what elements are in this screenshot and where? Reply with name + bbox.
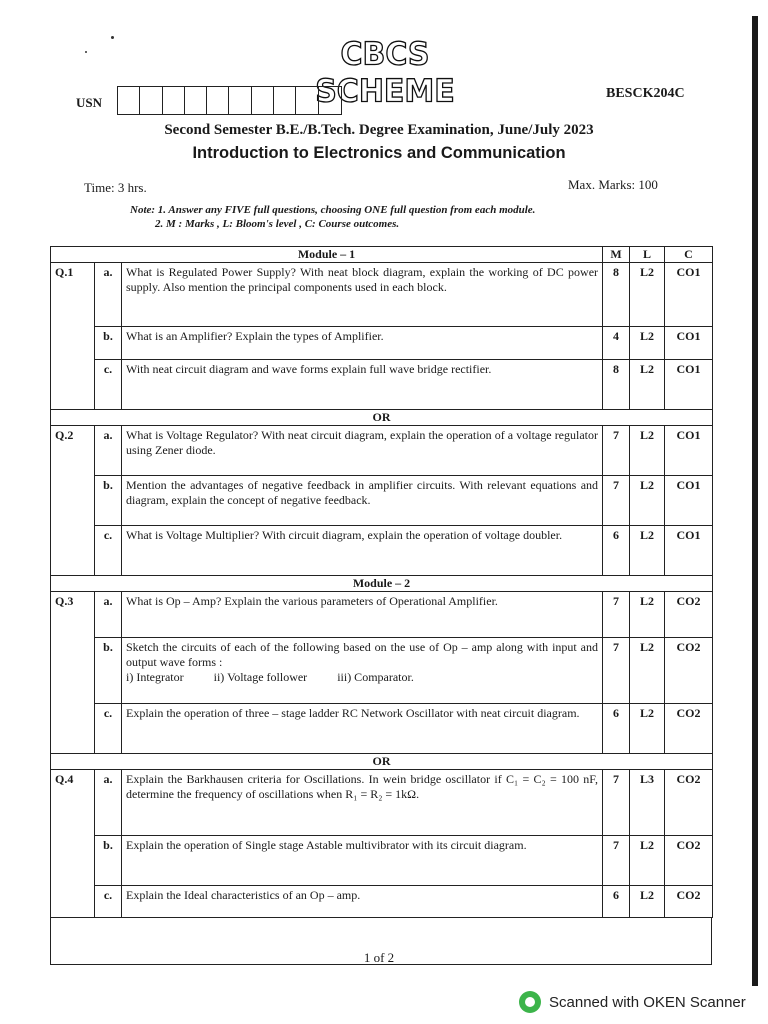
table-row [51,704,713,754]
module-1-header: Module – 1 [51,247,603,263]
table-row [51,592,713,638]
subject-title: Introduction to Electronics and Communication [192,144,566,162]
outcome-value: CO1 [665,526,713,576]
level-column-header: L [630,247,665,263]
question-text: What is Op – Amp? Explain the various parameters of Operational Amplifier. [122,592,603,638]
question-number: Q.2 [51,426,95,576]
outcome-value: CO2 [665,886,713,918]
note-line-1: Note: 1. Answer any FIVE full questions, choosing ONE full question from each module. [130,204,536,216]
level-value: L2 [630,360,665,410]
max-marks: Max. Marks: 100 [568,177,658,192]
marks-value: 7 [603,638,630,704]
outcome-value: CO2 [665,638,713,704]
usn-box [118,87,140,114]
part-label: c. [95,360,122,410]
usn-box [207,87,229,114]
question-text-cell [122,638,603,704]
module-2-header-row [51,576,713,592]
outcome-value: CO1 [665,426,713,476]
table-row [51,836,713,886]
table-row [51,263,713,327]
exam-title: Second Semester B.E./B.Tech. Degree Examination, June/July 2023 [164,122,594,138]
part-label: b. [95,327,122,360]
usn-box [163,87,185,114]
scanner-watermark [519,991,746,1013]
level-value: L2 [630,592,665,638]
table-row [51,526,713,576]
part-label: c. [95,704,122,754]
question-text: With neat circuit diagram and wave forms explain full wave bridge rectifier. [122,360,603,410]
table-row [51,426,713,476]
question-text: Explain the operation of three – stage ladder RC Network Oscillator with neat circuit diagram. [122,704,603,754]
outcome-value: CO1 [665,263,713,327]
marks-value: 8 [603,360,630,410]
question-number: Q.3 [51,592,95,754]
scanner-watermark-text: Scanned with OKEN Scanner [549,993,746,1011]
question-text: What is an Amplifier? Explain the types of Amplifier. [122,327,603,360]
usn-boxes [117,86,342,115]
table-row [51,360,713,410]
note-line-2: 2. M : Marks , L: Bloom's level , C: Course outcomes. [155,218,400,230]
or-separator-row [51,410,713,426]
module-2-header: Module – 2 [51,576,713,592]
sub-item-integrator: i) Integrator [126,670,184,684]
usn-box [185,87,207,114]
outcome-value: CO2 [665,592,713,638]
part-label: a. [95,770,122,836]
usn-box [274,87,296,114]
question-text: What is Regulated Power Supply? With neat block diagram, explain the working of DC power supply. Also mention the principal components used in each block. [122,263,603,327]
outcome-value: CO2 [665,836,713,886]
part-label: b. [95,476,122,526]
usn-box [296,87,318,114]
question-table [50,246,713,918]
part-label: c. [95,886,122,918]
part-label: c. [95,526,122,576]
sub-item-comparator: iii) Comparator. [337,670,414,684]
question-text: Explain the Ideal characteristics of an Op – amp. [122,886,603,918]
level-value: L2 [630,263,665,327]
table-row [51,886,713,918]
page-number: 1 of 2 [363,950,395,965]
oken-scanner-logo-icon [519,991,541,1013]
outcome-value: CO1 [665,476,713,526]
scan-speck [85,51,87,53]
question-text: Mention the advantages of negative feedback in amplifier circuits. With relevant equations and diagram, explain the concept of negative feedback. [122,476,603,526]
usn-label: USN [76,95,103,110]
table-row [51,327,713,360]
outcome-value: CO2 [665,770,713,836]
question-number: Q.1 [51,263,95,410]
exam-note [130,203,535,231]
or-separator: OR [51,754,713,770]
question-number: Q.4 [51,770,95,918]
outcome-value: CO1 [665,360,713,410]
table-row [51,770,713,836]
part-label: a. [95,263,122,327]
question-text: Explain the operation of Single stage Astable multivibrator with its circuit diagram. [122,836,603,886]
marks-value: 6 [603,886,630,918]
outcome-value: CO2 [665,704,713,754]
course-code: BESCK204C [606,86,685,101]
marks-value: 8 [603,263,630,327]
marks-value: 6 [603,526,630,576]
or-separator: OR [51,410,713,426]
level-value: L2 [630,526,665,576]
or-separator-row [51,754,713,770]
usn-box [252,87,274,114]
marks-value: 7 [603,476,630,526]
usn-box [319,87,341,114]
scan-speck [111,36,114,39]
marks-value: 7 [603,770,630,836]
marks-value: 7 [603,426,630,476]
exam-duration: Time: 3 hrs. [84,180,147,195]
table-row [51,476,713,526]
cbcs-scheme-logo: CBCS SCHEME [315,36,455,110]
level-value: L2 [630,638,665,704]
marks-value: 7 [603,592,630,638]
level-value: L2 [630,327,665,360]
outcome-value: CO1 [665,327,713,360]
question-text: What is Voltage Multiplier? With circuit diagram, explain the operation of voltage doubler. [122,526,603,576]
part-label: b. [95,836,122,886]
module-1-header-row [51,247,713,263]
level-value: L2 [630,886,665,918]
marks-column-header: M [603,247,630,263]
sub-item-list [126,670,598,685]
part-label: a. [95,426,122,476]
level-value: L2 [630,836,665,886]
part-label: a. [95,592,122,638]
level-value: L2 [630,476,665,526]
level-value: L3 [630,770,665,836]
marks-value: 4 [603,327,630,360]
table-row [51,638,713,704]
marks-value: 6 [603,704,630,754]
question-text: Explain the Barkhausen criteria for Oscillations. In wein bridge oscillator if C₁ = C₂ = 100 nF, determine the frequency of oscillations when R₁ = R₂ = 1kΩ. [122,770,603,836]
level-value: L2 [630,426,665,476]
part-label: b. [95,638,122,704]
marks-value: 7 [603,836,630,886]
question-text: Sketch the circuits of each of the following based on the use of Op – amp along with input and output wave forms : [126,640,599,669]
sub-item-voltage-follower: ii) Voltage follower [213,670,308,684]
question-text: What is Voltage Regulator? With neat circuit diagram, explain the operation of a voltage regulator using Zener diode. [122,426,603,476]
level-value: L2 [630,704,665,754]
usn-box [140,87,162,114]
usn-box [229,87,251,114]
outcome-column-header: C [665,247,713,263]
